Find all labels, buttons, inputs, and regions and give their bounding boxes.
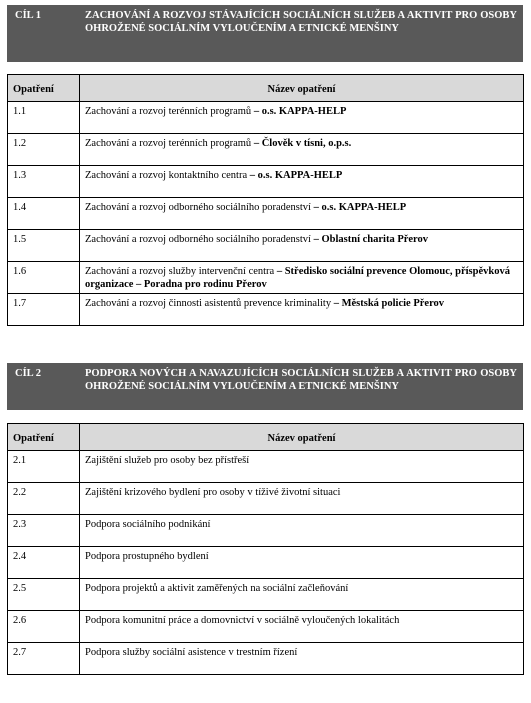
measure-number: 1.6 (8, 262, 80, 294)
measure-number: 2.6 (8, 611, 80, 643)
measure-name: Zachování a rozvoj terénních programů – o.s. KAPPA-HELP (80, 102, 524, 134)
goal-1-title: ZACHOVÁNÍ A ROZVOJ STÁVAJÍCÍCH SOCIÁLNÍCH SLUŽEB A AKTIVIT PRO OSOBY OHROŽENÉ SOCIÁLNÍM VYLOUČENÍM A ETNICKÉ MENŠINY (85, 10, 517, 34)
measure-number: 1.5 (8, 230, 80, 262)
table-row (8, 451, 524, 483)
measure-number: 2.2 (8, 483, 80, 515)
measure-number: 1.1 (8, 102, 80, 134)
table-header-row (8, 424, 524, 451)
table-row (8, 198, 524, 230)
measures-table-1 (7, 74, 524, 326)
measure-name: Zachování a rozvoj odborného sociálního poradenství – o.s. KAPPA-HELP (80, 198, 524, 230)
table-row (8, 515, 524, 547)
table-row (8, 262, 524, 294)
measure-name: Podpora komunitní práce a domovnictví v sociálně vyloučených lokalitách (80, 611, 524, 643)
table-row (8, 230, 524, 262)
table-header-row (8, 75, 524, 102)
measure-name: Zajištění služeb pro osoby bez přístřeší (80, 451, 524, 483)
measure-number: 2.7 (8, 643, 80, 675)
header-measure-name: Název opatření (80, 75, 524, 102)
table-row (8, 166, 524, 198)
measure-number: 1.7 (8, 294, 80, 326)
measure-number: 1.4 (8, 198, 80, 230)
measure-number: 2.4 (8, 547, 80, 579)
table-row (8, 611, 524, 643)
measure-name: Zachování a rozvoj terénních programů – Člověk v tísni, o.p.s. (80, 134, 524, 166)
header-measure-name: Název opatření (80, 424, 524, 451)
measure-name: Podpora sociálního podnikání (80, 515, 524, 547)
measure-name: Zachování a rozvoj služby intervenční centra – Středisko sociální prevence Olomouc, příspěvková organizace – Poradna pro rodinu Přerov (80, 262, 524, 294)
table-row (8, 547, 524, 579)
measure-name: Podpora služby sociální asistence v trestním řízení (80, 643, 524, 675)
goal-1-banner (7, 5, 523, 62)
table-row (8, 483, 524, 515)
table-row (8, 102, 524, 134)
measure-number: 2.3 (8, 515, 80, 547)
measure-number: 2.1 (8, 451, 80, 483)
measure-organization: – Člověk v tísni, o.p.s. (251, 138, 352, 149)
measure-organization: – o.s. KAPPA-HELP (247, 170, 343, 181)
measure-number: 1.3 (8, 166, 80, 198)
table-row (8, 579, 524, 611)
table-row (8, 643, 524, 675)
measure-organization: – Městská policie Přerov (331, 298, 445, 309)
header-measure-number: Opatření (8, 424, 80, 451)
goal-2-title: PODPORA NOVÝCH A NAVAZUJÍCÍCH SOCIÁLNÍCH SLUŽEB A AKTIVIT PRO OSOBY OHROŽENÉ SOCIÁLNÍM VYLOUČENÍM A ETNICKÉ MENŠINY (85, 368, 517, 392)
measure-name: Zajištění krizového bydlení pro osoby v tíživé životní situaci (80, 483, 524, 515)
table-row (8, 134, 524, 166)
measure-number: 2.5 (8, 579, 80, 611)
measure-name: Podpora projektů a aktivit zaměřených na sociální začleňování (80, 579, 524, 611)
measure-organization: – Středisko sociální prevence Olomouc, příspěvková organizace – Poradna pro rodinu Přerov (85, 266, 510, 290)
measure-number: 1.2 (8, 134, 80, 166)
goal-1-id: CÍL 1 (15, 10, 41, 21)
goal-2-banner (7, 363, 523, 410)
measure-name: Zachování a rozvoj činnosti asistentů prevence kriminality – Městská policie Přerov (80, 294, 524, 326)
measure-organization: – Oblastní charita Přerov (310, 234, 429, 245)
measure-organization: – o.s. KAPPA-HELP (310, 202, 407, 213)
measure-name: Podpora prostupného bydlení (80, 547, 524, 579)
goal-2-id: CÍL 2 (15, 368, 41, 379)
header-measure-number: Opatření (8, 75, 80, 102)
measure-name: Zachování a rozvoj kontaktního centra – o.s. KAPPA-HELP (80, 166, 524, 198)
table-row (8, 294, 524, 326)
measure-name: Zachování a rozvoj odborného sociálního poradenství – Oblastní charita Přerov (80, 230, 524, 262)
measure-organization: – o.s. KAPPA-HELP (251, 106, 347, 117)
measures-table-2 (7, 423, 524, 675)
